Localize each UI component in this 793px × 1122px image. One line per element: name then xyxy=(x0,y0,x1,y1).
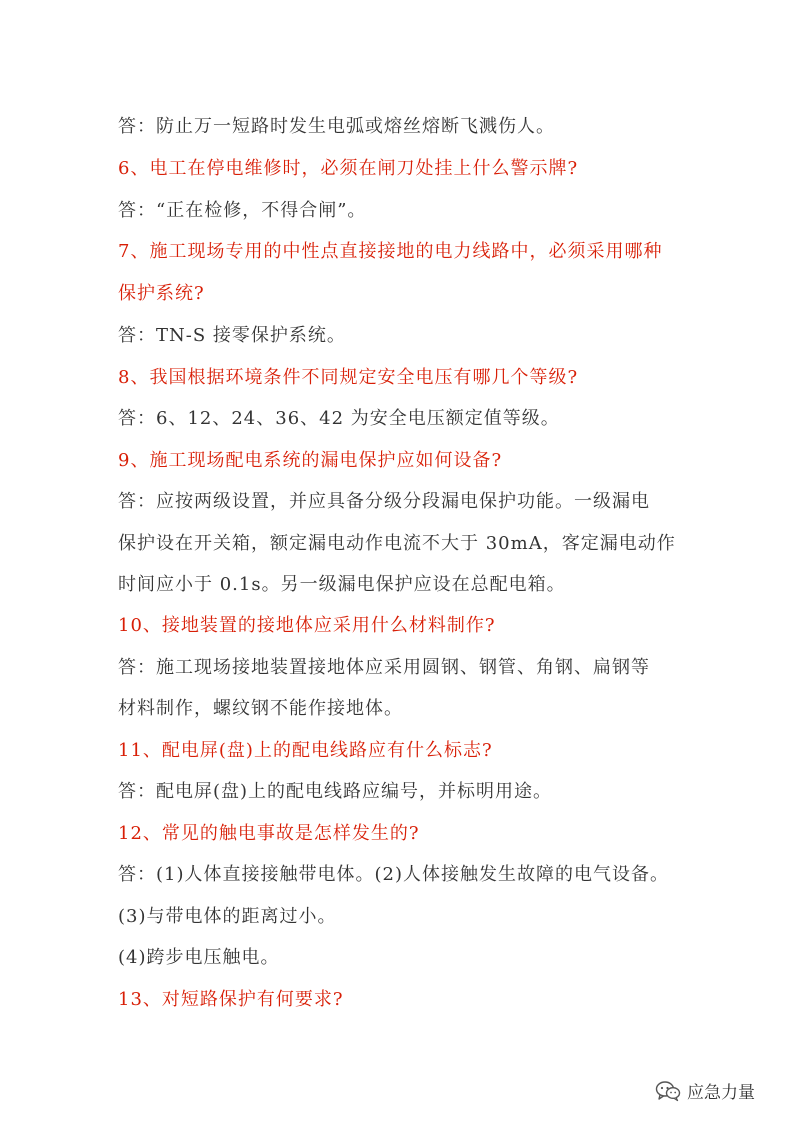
answer-line: 保护设在开关箱，额定漏电动作电流不大于 30mA，客定漏电动作 xyxy=(118,533,676,554)
answer-line: 答：应按两级设置，并应具备分级分段漏电保护功能。一级漏电 xyxy=(118,491,650,512)
question-line: 保护系统? xyxy=(118,283,205,304)
answer-line: 答：防止万一短路时发生电弧或熔丝熔断飞溅伤人。 xyxy=(118,116,555,137)
answer-line: 答：6、12、24、36、42 为安全电压额定值等级。 xyxy=(118,408,560,429)
question-line: 9、施工现场配电系统的漏电保护应如何设备? xyxy=(118,450,503,471)
watermark xyxy=(655,1078,755,1103)
answer-line: 答：TN-S 接零保护系统。 xyxy=(118,325,346,346)
question-line: 6、电工在停电维修时，必须在闸刀处挂上什么警示牌? xyxy=(118,158,579,179)
question-line: 8、我国根据环境条件不同规定安全电压有哪几个等级? xyxy=(118,367,579,388)
answer-line: 答：配电屏(盘)上的配电线路应编号，并标明用途。 xyxy=(118,781,553,802)
answer-line: 答：“正在检修，不得合闸”。 xyxy=(118,200,367,221)
question-line: 12、常见的触电事故是怎样发生的? xyxy=(118,823,420,844)
question-line: 13、对短路保护有何要求? xyxy=(118,989,344,1010)
answer-line: 答：(1)人体直接接触带电体。(2)人体接触发生故障的电气设备。 xyxy=(118,864,669,885)
answer-line: 材料制作，螺纹钢不能作接地体。 xyxy=(118,698,403,719)
watermark-text: 应急力量 xyxy=(687,1083,755,1103)
question-line: 10、接地装置的接地体应采用什么材料制作? xyxy=(118,615,496,636)
question-line: 11、配电屏(盘)上的配电线路应有什么标志? xyxy=(118,740,493,761)
answer-line: (4)跨步电压触电。 xyxy=(118,947,280,968)
answer-line: (3)与带电体的距离过小。 xyxy=(118,906,337,927)
wechat-icon xyxy=(655,1080,681,1102)
answer-line: 时间应小于 0.1s。另一级漏电保护应设在总配电箱。 xyxy=(118,574,566,595)
question-line: 7、施工现场专用的中性点直接接地的电力线路中，必须采用哪种 xyxy=(118,241,663,262)
answer-line: 答：施工现场接地装置接地体应采用圆钢、钢管、角钢、扁钢等 xyxy=(118,657,650,678)
